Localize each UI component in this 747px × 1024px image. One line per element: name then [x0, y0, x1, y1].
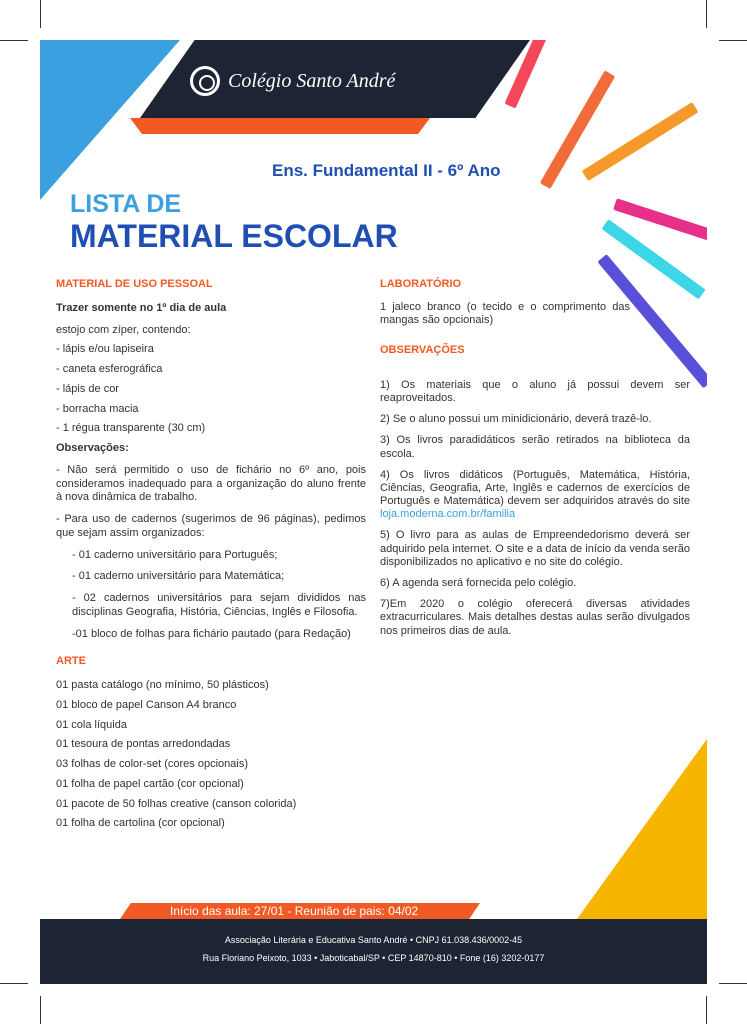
- right-column: [380, 278, 690, 646]
- grade-label: Ens. Fundamental II - 6º Ano: [272, 161, 501, 180]
- section-title-observations: OBSERVAÇÕES: [380, 343, 465, 356]
- crop-mark: [719, 983, 747, 984]
- list-item: 01 pasta catálogo (no mínimo, 50 plásticos): [56, 679, 269, 691]
- observation-paragraph: - 01 caderno universitário para Matemática;: [72, 570, 285, 583]
- observation-item: 5) O livro para as aulas de Empreendedorismo deverá ser adquirido pela internet. O site e a data de início da venda serão disponibilizados no aplicativo e no site do colégio.: [380, 529, 690, 568]
- observation-item: [380, 469, 690, 522]
- store-link[interactable]: loja.moderna.com.br/familia: [380, 508, 516, 521]
- list-item: - 1 régua transparente (30 cm): [56, 422, 206, 435]
- observation-paragraph: - 01 caderno universitário para Português;: [72, 548, 278, 561]
- observation-text: 4) Os livros didáticos (Português, Matemática, História, Ciências, Geografia, Arte, Inglês e cadernos de exercícios de Português e Matemática) devem ser adquiridos através do site: [380, 468, 690, 508]
- footer-bar: [40, 919, 707, 984]
- section-title-arte: ARTE: [56, 655, 86, 668]
- list-item: estojo com zíper, contendo:: [56, 323, 191, 336]
- logo-icon: [190, 66, 220, 96]
- list-item: 03 folhas de color-set (cores opcionais): [56, 758, 248, 770]
- section-title-lab: LABORATÓRIO: [380, 278, 462, 290]
- pencil-icon: [582, 102, 699, 181]
- footer-line-1: Associação Literária e Educativa Santo André • CNPJ 61.038.436/0002-45: [224, 935, 523, 945]
- crop-mark: [40, 0, 41, 28]
- list-item: 01 pacote de 50 folhas creative (canson colorida): [56, 797, 297, 810]
- crop-mark: [719, 40, 747, 41]
- personal-subtitle: Trazer somente no 1º dia de aula: [56, 301, 227, 314]
- page-title-line1: LISTA DE: [70, 190, 182, 218]
- footer-line-2: Rua Floriano Peixoto, 1033 • Jaboticabal/SP • CEP 14870-810 • Fone (16) 3202-0177: [202, 953, 545, 963]
- observation-item: 6) A agenda será fornecida pelo colégio.: [380, 577, 577, 589]
- observation-item: 2) Se o aluno possui um minidicionário, deverá trazê-lo.: [380, 413, 652, 426]
- list-item: 01 bloco de papel Canson A4 branco: [56, 698, 237, 711]
- list-item: - borracha macia: [56, 402, 139, 415]
- list-item: - lápis de cor: [56, 382, 119, 395]
- school-logo: [190, 66, 395, 96]
- list-item: - caneta esferográfica: [56, 363, 163, 375]
- crop-mark: [706, 996, 707, 1024]
- left-column: [56, 278, 366, 837]
- crop-mark: [40, 996, 41, 1024]
- document-page: [40, 40, 707, 984]
- observation-item: 3) Os livros paradidáticos serão retirados na biblioteca da escola.: [380, 434, 690, 460]
- crop-mark: [0, 40, 28, 41]
- list-item: 01 cola líquida: [56, 718, 127, 731]
- list-item: 01 tesoura de pontas arredondadas: [56, 738, 231, 751]
- observations-subtitle: Observações:: [56, 442, 129, 454]
- dates-banner: Início das aula: 27/01 - Reunião de pais: 04/02: [170, 904, 419, 918]
- observation-item: 7)Em 2020 o colégio oferecerá diversas atividades extracurriculares. Mais detalhes destas aulas serão divulgados nos primeiros dias de aula.: [380, 598, 690, 637]
- observation-paragraph: - 02 cadernos universitários para sejam divididos nas disciplinas Geografia, História, Ciências, Inglês e Filosofia.: [72, 592, 366, 618]
- observation-paragraph: - Para uso de cadernos (sugerimos de 96 páginas), pedimos que sejam assim organizados:: [56, 513, 366, 539]
- list-item: - lápis e/ou lapiseira: [56, 343, 154, 356]
- lab-text: 1 jaleco branco (o tecido e o comprimento das mangas são opcionais): [380, 301, 630, 327]
- decor-yellow-triangle: [577, 739, 707, 919]
- observation-item: 1) Os materiais que o aluno já possui devem ser reaproveitados.: [380, 378, 690, 404]
- observation-paragraph: -01 bloco de folhas para fichário pautado (para Redação): [72, 627, 351, 640]
- observation-paragraph: - Não será permitido o uso de fichário no 6º ano, pois consideramos inadequado para a organização do aluno frente à nova dinâmica de trabalho.: [56, 463, 366, 504]
- section-title-personal: MATERIAL DE USO PESSOAL: [56, 278, 213, 290]
- crop-mark: [0, 983, 28, 984]
- list-item: 01 folha de cartolina (cor opcional): [56, 817, 225, 830]
- crop-mark: [706, 0, 707, 28]
- page-title-line2: MATERIAL ESCOLAR: [70, 218, 398, 254]
- list-item: 01 folha de papel cartão (cor opcional): [56, 777, 244, 790]
- logo-text: Colégio Santo André: [228, 69, 396, 92]
- header-accent-bar: [130, 118, 430, 134]
